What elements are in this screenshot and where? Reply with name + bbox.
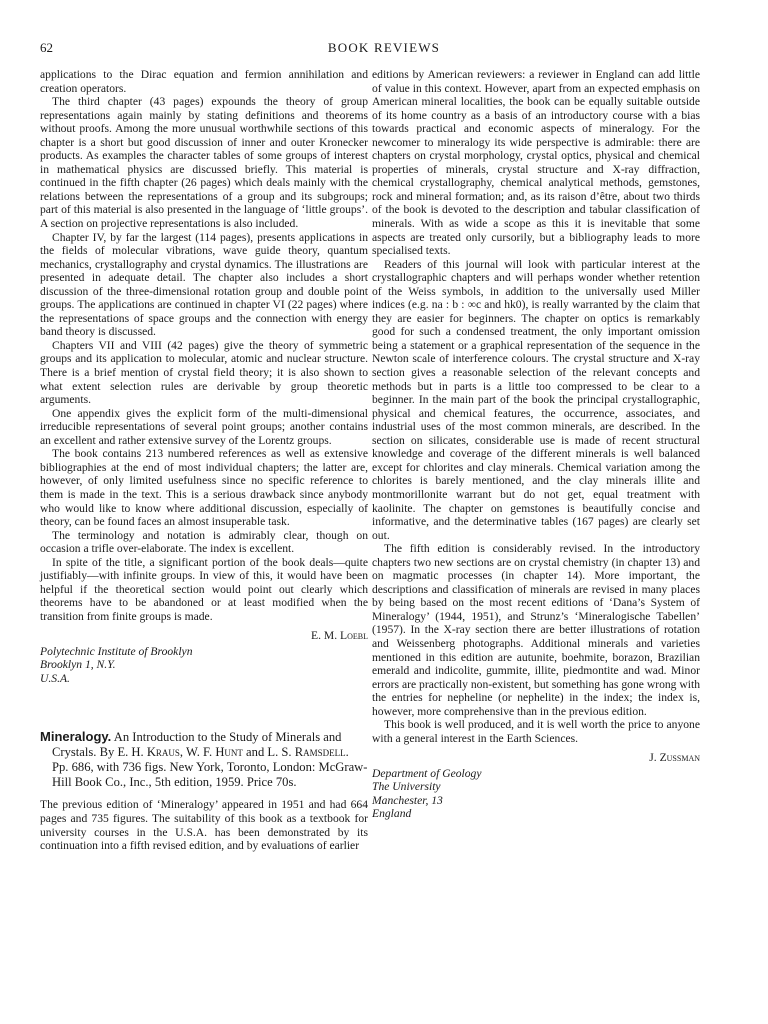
paragraph: The book contains 213 numbered references as well as extensive bibliographies at the end of most individual chapters; the latter are, however, of only limited usefulness since no specific reference to them is made in the text. This is a serious drawback since anybody who would like to know where additional discussion, especially of theory, can be found faces an almost insuperable task. [40,447,368,529]
book-title: Mineralogy. [40,729,112,745]
paragraph: editions by American reviewers: a reviewer in England can add little of value in this context. However, apart from an expected emphasis on American mineral localities, the book can be equally suitable outside of its home country as a basis of an introductory course with a bias towards practical and economic aspects of mineralogy. For the newcomer to mineralogy its wide perspective is admirable: there are chapters on crystal morphology, crystal optics, physical and chemical properties of minerals, crystal structure and X-ray diffraction, chemical crystallography, chemical analytical methods, gemstones, rock and mineral formation; and, as its raison d’être, about two thirds of the book is devoted to the description and tabular classification of minerals. With as wide a scope as this it is inevitable that some aspects are treated only cursorily, but a bibliography leads to more specialised texts. [372,68,700,258]
paragraph: In spite of the title, a significant portion of the book deals—quite justifiably—with infinite groups. In view of this, it would have been helpful if the theoretical section would point out clearly which theorems have to be abandoned or at least modified when the transition from finite groups is made. [40,555,368,623]
paragraph: Chapter IV, by far the largest (114 pages), presents applications in the fields of molecular vibrations, wave guide theory, quantum mechanics, crystallography and crystal dynamics. The illustrations are presented in adequate detail. The chapter also includes a short discussion of the three-dimensional rotation group and double point groups. The applications are continued in chapter VI (22 pages) where the representations of space groups and the connection with energy band theory is discussed. [40,230,368,339]
page-header [40,40,728,60]
biblio-text: , W. F. [179,745,216,760]
biblio-text: and L. S. [242,745,295,760]
affiliation-line: Polytechnic Institute of Brooklyn [40,644,193,658]
affiliation-line: Department of Geology [372,766,482,780]
paragraph: The previous edition of ‘Mineralogy’ appeared in 1951 and had 664 pages and 735 figures. The suitability of this book as a textbook for university courses in the U.S.A. has been demonstrated by its continuation into a fifth revised edition, and by evaluations of earlier [40,798,368,853]
left-column [40,68,368,853]
paragraph: Chapters VII and VIII (42 pages) give the theory of symmetric groups and its application to molecular, atomic and nuclear structure. There is a brief mention of crystal field theory; it is also shown to what extent selection rules are derivable by group theoretic arguments. [40,338,368,407]
reviewer-affiliation [40,645,368,686]
paragraph: applications to the Dirac equation and fermion annihilation and creation operators. [40,68,368,95]
page-number: 62 [40,40,53,55]
affiliation-line: England [372,807,412,821]
reviewer-affiliation [372,767,700,821]
reviewer-signature: E. M. Loebl [311,629,368,643]
affiliation-line: Brooklyn 1, N.Y. [40,658,116,672]
paragraph: The terminology and notation is admirably clear, though on occasion a trifle over-elaborate. The index is excellent. [40,528,368,556]
biblio-text: . Pp. 686, with 736 figs. New York, Toronto, London: McGraw-Hill Book Co., Inc., 5th edition, 1959. Price 70s. [52,745,368,790]
paragraph: The third chapter (43 pages) expounds the theory of group representations again mainly by stating definitions and theorems without proofs. Among the more unusual worthwhile sections of this chapter is a short but good discussion of inner and outer Kronecker products. As examples the character tables of some groups of interest in mathematical physics are discussed briefly. This material is continued in the fifth chapter (26 pages) which deals mainly with the relations between the representations of a group and its subgroups; part of this material is also presented in the language of ‘little groups’. A section on projective representations is also included. [40,95,368,231]
paragraph: This book is well produced, and it is well worth the price to anyone with a general interest in the Earth Sciences. [372,718,700,745]
paragraph: The fifth edition is considerably revised. In the introductory chapters two new sections are on crystal chemistry (in chapter 13) and on magmatic processes (in chapter 14). More important, the descriptions and classification of minerals are revised in many places by being based on the most recent editions of ‘Dana’s System of Mineralogy’ (1944, 1951), and Strunz’s ‘Mineralogische Tabellen’ (1957). In the X-ray section there are better illustrations of rotation and Weissenberg photographs. Additional minerals and varieties mentioned in this edition are autunite, boehmite, borazon, Brazilian emerald and indicolite, gummite, illite, piedmontite and wad. Minor errors are practically non-existent, but something has gone wrong with the entries for nepheline (or nephelite) in the index; the index is, however, more comprehensive than in the previous edition. [372,542,700,718]
paragraph: Readers of this journal will look with particular interest at the crystallographic chapters and will perhaps wonder whether retention of the Weiss symbols, in addition to the universally used Miller indices (e.g. na : b : ∞c and hk0), is really warranted by the claim that they are easier for beginners. The chapter on optics is remarkably good for such a condensed treatment, the only important omission being a statement or a graphical representation of the sequence in the Newton scale of interference colours. The crystal structure and X-ray section gives a reasonable selection of the relevant concepts and methods but in parts is a little too compressed to be clear to a beginner. In the main part of the book the principal crystallographic, physical and chemical features, the occurrence, associates, and industrial uses of the most common minerals, are described. In the section on silicates, considerable use is made of recent structural knowledge and coverage of the different minerals is well balanced except for chlorites and clay minerals. Chemical variation among the chlorites is barely mentioned, and the clay minerals illite and montmorillonite warrant but do not get, equal treatment with kaolinite. The chapter on gemstones is beautifully concise and informative, and the determinative tables (167 pages) are clearly set out. [372,257,700,542]
affiliation-line: U.S.A. [40,671,70,685]
review-bibliographic-heading [40,729,368,790]
book-author: E. H. Kraus [117,745,180,760]
running-head: BOOK REVIEWS [327,40,441,55]
biblio-text: An Introduction to the Study of Minerals and Crystals. By [52,730,342,760]
affiliation-line: The University [372,780,441,794]
book-author: Hunt [215,745,243,760]
book-author: Ramsdell [294,745,346,760]
paragraph: One appendix gives the explicit form of the multi-dimensional irreducible representations of several point groups; another contains an excellent and rather extensive survey of the Lorentz groups. [40,406,368,447]
affiliation-line: Manchester, 13 [372,793,443,807]
right-column [372,68,700,821]
reviewer-signature: J. Zussman [649,751,700,765]
